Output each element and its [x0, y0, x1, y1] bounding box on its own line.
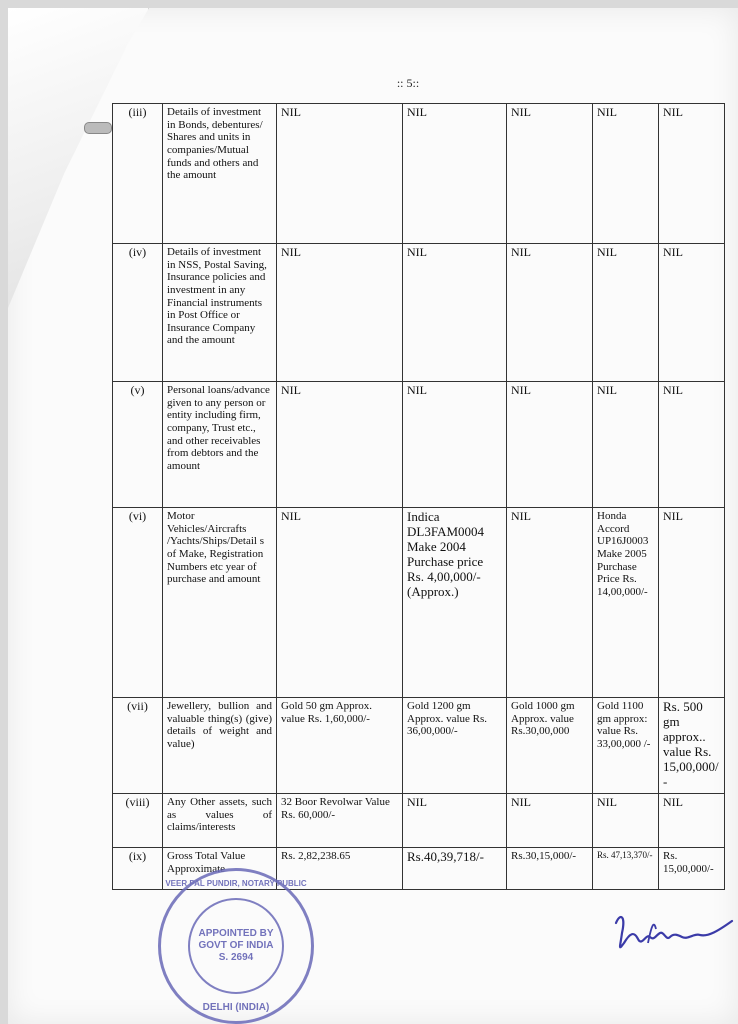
cell-value: Rs. 2,82,238.65 [277, 848, 403, 890]
cell-value: NIL [403, 244, 507, 382]
cell-value: Gold 50 gm Approx. value Rs. 1,60,000/- [277, 698, 403, 794]
cell-value: NIL [659, 382, 725, 508]
cell-value: Rs. 47,13,370/- [593, 848, 659, 890]
asset-declaration-table [112, 103, 725, 890]
seal-ring-top-text: VEER PAL PUNDIR, NOTARY PUBLIC [165, 879, 307, 888]
row-number: (iii) [113, 104, 163, 244]
cell-value: NIL [659, 244, 725, 382]
seal-ring-bottom-text: DELHI (INDIA) [202, 1002, 270, 1013]
cell-value: 32 Boor Revolwar Value Rs. 60,000/- [277, 794, 403, 848]
seal-center-text: APPOINTED BY GOVT OF INDIA [198, 928, 274, 951]
cell-value: NIL [277, 382, 403, 508]
row-description: Personal loans/advance given to any person or entity including firm, company, Trust etc., and other receivables from debtors and the amount [163, 382, 277, 508]
table-row [113, 698, 725, 794]
vehicle-details: UP16J0003 Make 2005 Purchase Price Rs. 14,00,000/- [597, 535, 649, 598]
cell-value: Rs.30,15,000/- [507, 848, 593, 890]
cell-value: NIL [403, 794, 507, 848]
cell-value: Gold 1100 gm approx: value Rs. 33,00,000 /- [593, 698, 659, 794]
page-number: :: 5:: [396, 76, 420, 90]
cell-value: NIL [593, 244, 659, 382]
cell-value: Gold 1200 gm Approx. value Rs. 36,00,000/- [403, 698, 507, 794]
cell-value: Rs. 15,00,000/- [659, 848, 725, 890]
cell-value: NIL [277, 508, 403, 698]
seal-reg-no: S. 2694 [218, 952, 254, 963]
row-description: Gross Total Value Approximate [163, 848, 277, 890]
cell-value: NIL [277, 244, 403, 382]
cell-value: NIL [507, 244, 593, 382]
row-description: Jewellery, bullion and valuable thing(s) (give) details of weight and value) [163, 698, 277, 794]
table-row [113, 244, 725, 382]
cell-value: NIL [507, 508, 593, 698]
row-number: (vi) [113, 508, 163, 698]
cell-value: Rs. 500 gm approx.. value Rs. 15,00,000/ - [659, 698, 725, 794]
cell-value: NIL [403, 104, 507, 244]
cell-value: Indica DL3FAM0004 Make 2004 Purchase price Rs. 4,00,000/- (Approx.) [403, 508, 507, 698]
seal-center [188, 898, 284, 994]
document-page [8, 8, 738, 1024]
row-description: Details of investment in Bonds, debentures/ Shares and units in companies/Mutual funds and others and the amount [163, 104, 277, 244]
cell-value: NIL [507, 104, 593, 244]
cell-value: NIL [507, 382, 593, 508]
row-number: (ix) [113, 848, 163, 890]
cell-value: NIL [659, 508, 725, 698]
cell-value: NIL [593, 794, 659, 848]
signature-scribble [608, 903, 738, 963]
table-row [113, 794, 725, 848]
vehicle-model: Honda Accord [597, 510, 630, 535]
table-row [113, 508, 725, 698]
cell-value: NIL [507, 794, 593, 848]
table-row [113, 104, 725, 244]
cell-value: NIL [659, 104, 725, 244]
table-row [113, 382, 725, 508]
row-number: (v) [113, 382, 163, 508]
cell-value: Rs.40,39,718/- [403, 848, 507, 890]
row-number: (vii) [113, 698, 163, 794]
row-number: (iv) [113, 244, 163, 382]
row-description: Any Other assets, such as values of claims/interests [163, 794, 277, 848]
row-description: Details of investment in NSS, Postal Saving, Insurance policies and investment in any Financial instruments in Post Office or Insurance Company and the amount [163, 244, 277, 382]
notary-seal [158, 868, 314, 1024]
row-description: Motor Vehicles/Aircrafts /Yachts/Ships/Detail s of Make, Registration Numbers etc year of purchase and amount [163, 508, 277, 698]
cell-value: NIL [659, 794, 725, 848]
cell-value: NIL [593, 382, 659, 508]
staple-pin [84, 122, 112, 134]
cell-value: NIL [593, 104, 659, 244]
cell-value: Gold 1000 gm Approx. value Rs.30,00,000 [507, 698, 593, 794]
cell-value [593, 508, 659, 698]
cell-value: NIL [277, 104, 403, 244]
row-number: (viii) [113, 794, 163, 848]
cell-value: NIL [403, 382, 507, 508]
